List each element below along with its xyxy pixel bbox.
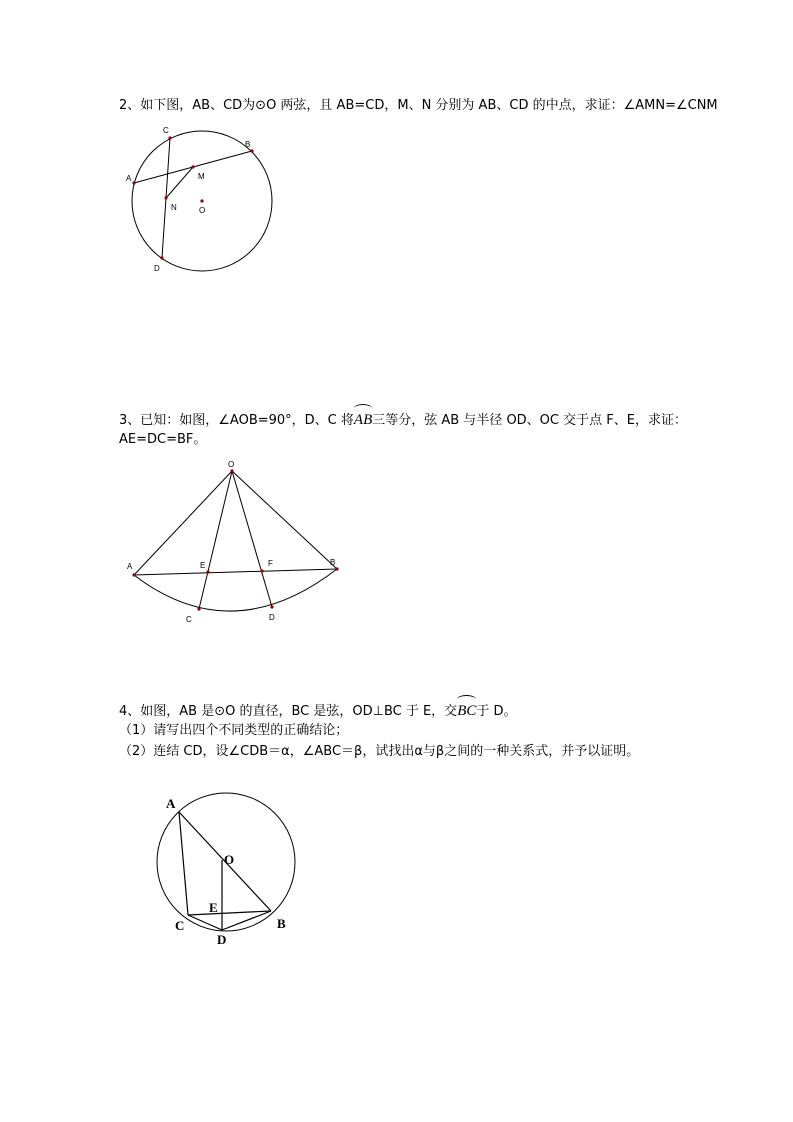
arc-bc: BC bbox=[457, 699, 476, 719]
point-o bbox=[230, 469, 233, 472]
label-a: A bbox=[166, 796, 176, 811]
point-o bbox=[200, 199, 203, 202]
label-c: C bbox=[163, 126, 169, 135]
label-c: C bbox=[175, 918, 185, 933]
point-b bbox=[335, 567, 338, 570]
arc-mark-icon bbox=[457, 695, 476, 704]
point-e bbox=[206, 570, 209, 573]
arc-acdb bbox=[134, 569, 337, 611]
label-e: E bbox=[200, 561, 206, 570]
point-c bbox=[168, 136, 171, 139]
label-o: O bbox=[228, 460, 235, 469]
arc-mark-icon bbox=[354, 404, 372, 413]
problem-3-text-before: 3、已知：如图，∠AOB=90°，D、C 将 bbox=[119, 413, 354, 428]
point-b bbox=[250, 149, 253, 152]
point-d bbox=[270, 605, 273, 608]
problem-3-line-2: AE=DC=BF。 bbox=[119, 432, 207, 447]
label-b: B bbox=[245, 140, 251, 149]
label-a: A bbox=[126, 174, 132, 183]
chord-bc bbox=[188, 911, 271, 915]
problem-4-text-after: 于 D。 bbox=[476, 704, 517, 719]
label-n: N bbox=[171, 203, 177, 212]
problem-3-text-after: 三等分，弦 AB 与半径 OD、OC 交于点 F、E，求证： bbox=[372, 413, 687, 428]
problem-4-figure bbox=[150, 790, 310, 950]
point-a bbox=[132, 573, 135, 576]
label-o: O bbox=[199, 206, 206, 215]
problem-4-text-before: 4、如图，AB 是⊙O 的直径，BC 是弦，OD⊥BC 于 E，交 bbox=[119, 704, 458, 719]
problem-3-figure bbox=[120, 455, 350, 630]
label-o: O bbox=[224, 852, 235, 867]
point-n bbox=[164, 196, 167, 199]
label-m: M bbox=[198, 172, 205, 181]
chord-bd bbox=[222, 911, 271, 930]
problem-2-figure bbox=[120, 120, 290, 280]
problem-4-line-3: （2）连结 CD，设∠CDB＝α，∠ABC＝β，试找出α与β之间的一种关系式，并予以证明。 bbox=[119, 744, 640, 759]
label-d: D bbox=[154, 264, 160, 273]
radius-oc bbox=[199, 471, 232, 609]
label-d: D bbox=[269, 613, 275, 622]
point-c bbox=[197, 607, 200, 610]
arc-ab: AB bbox=[354, 408, 372, 428]
problem-3-line-1 bbox=[119, 408, 687, 429]
label-c: C bbox=[186, 615, 192, 624]
label-d: D bbox=[217, 932, 227, 947]
label-a: A bbox=[127, 562, 133, 571]
radius-oa bbox=[134, 471, 232, 575]
chord-ab bbox=[134, 569, 337, 575]
problem-2-text: 2、如下图，AB、CD为⊙O 两弦，且 AB=CD，M、N 分别为 AB、CD 的中点，求证：∠AMN=∠CNM bbox=[119, 98, 718, 113]
point-m bbox=[191, 165, 194, 168]
radius-od bbox=[232, 471, 272, 607]
label-b: B bbox=[330, 558, 336, 567]
point-a bbox=[132, 181, 135, 184]
problem-4-line-2: （1）请写出四个不同类型的正确结论； bbox=[119, 723, 349, 738]
label-e: E bbox=[209, 900, 218, 915]
point-f bbox=[260, 569, 263, 572]
chord-ac bbox=[179, 812, 188, 915]
label-b: B bbox=[277, 916, 286, 931]
label-f: F bbox=[268, 559, 273, 568]
segment-mn bbox=[166, 167, 193, 198]
point-d bbox=[160, 256, 163, 259]
problem-4-line-1 bbox=[119, 699, 517, 720]
radius-ob bbox=[232, 471, 337, 569]
